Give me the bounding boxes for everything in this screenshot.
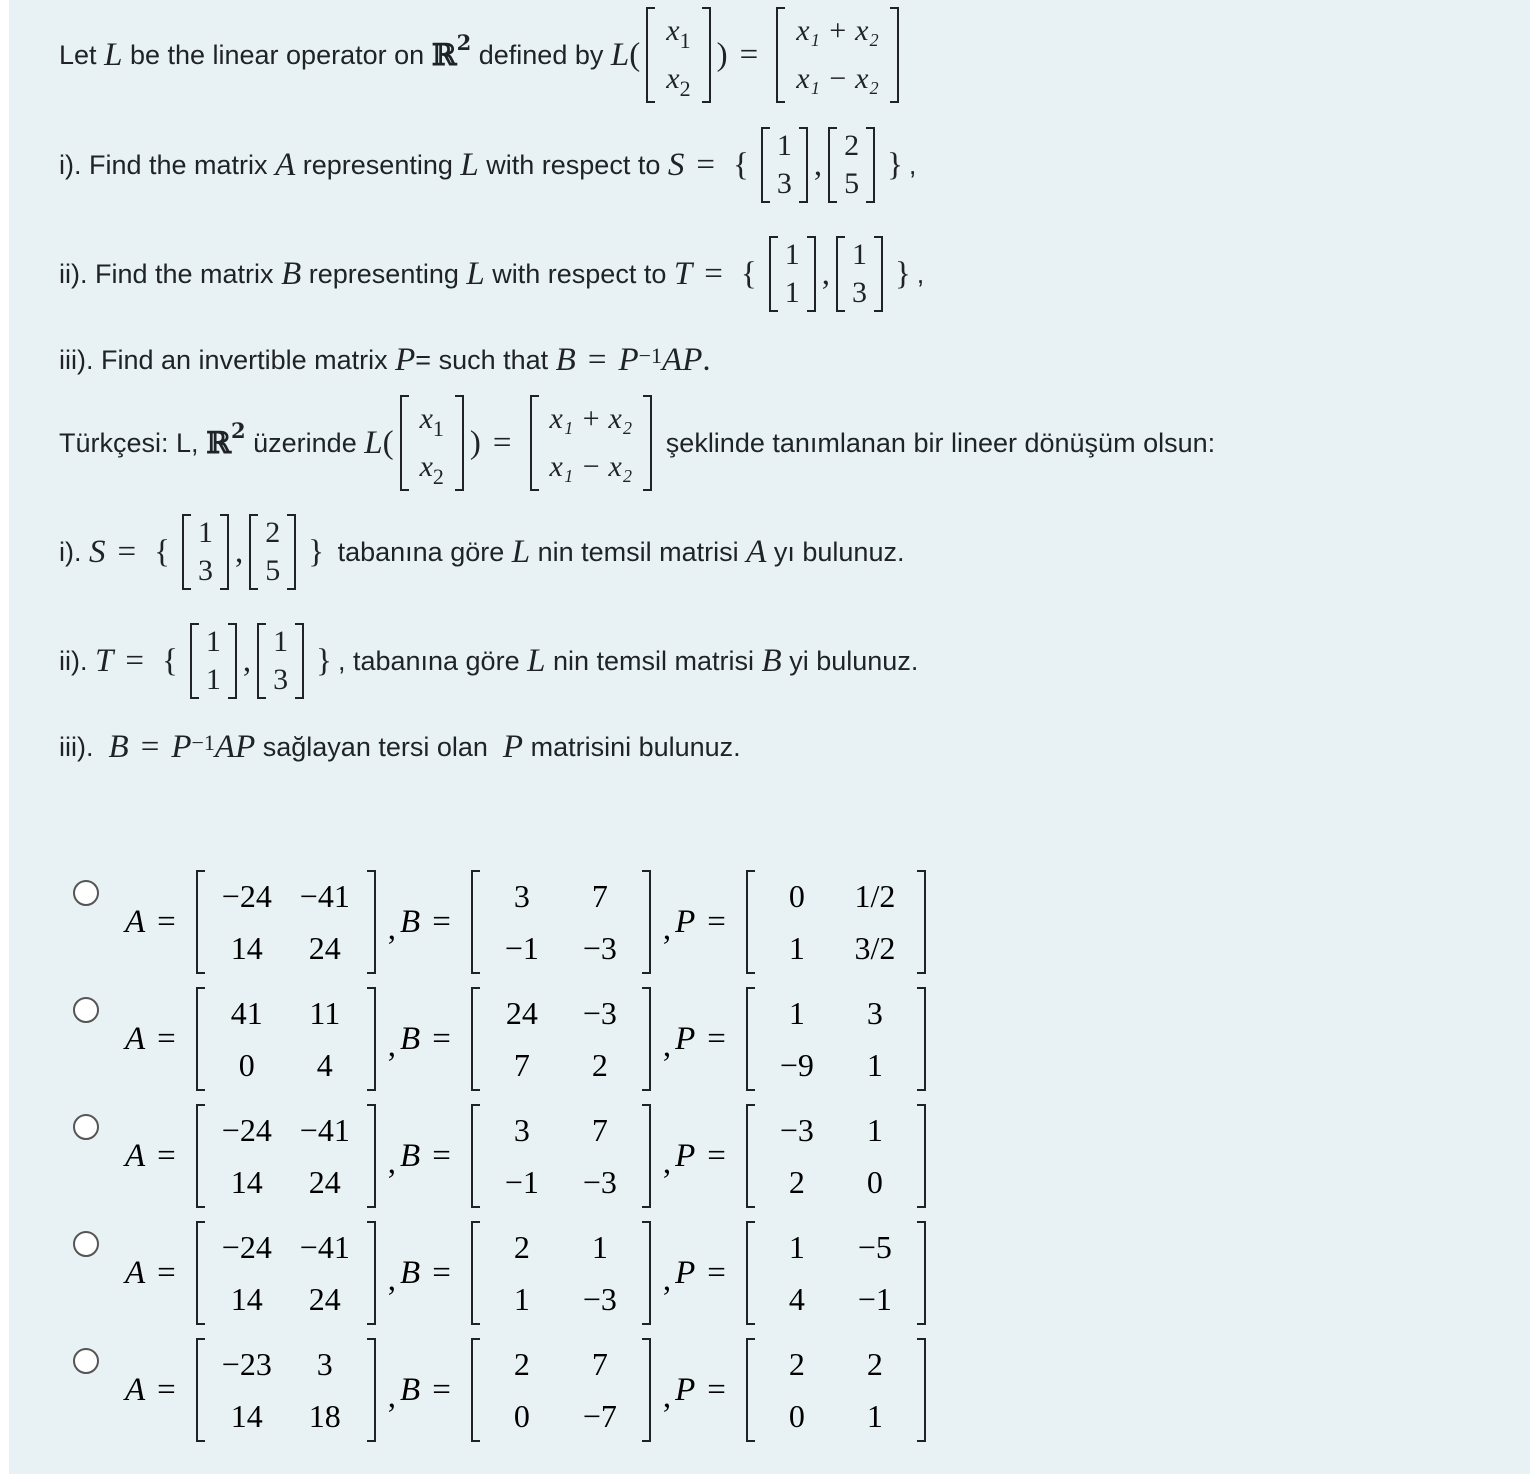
matrix-a: 41 0 11 4 [196, 987, 376, 1091]
matrix-a: −24 14 −41 24 [196, 1104, 376, 1208]
question-part2-en: ii). Find the matrix B representing L with respect to T = { 1 1 , 1 3 } , [59, 219, 924, 329]
question-part2-tr: ii). T = { 1 1 , 1 3 } , tabanına göre L nin temsil matrisi B yi bulunuz. [59, 606, 918, 716]
text: be the linear operator on [129, 39, 425, 70]
basis-vector-s2: 2 5 [828, 127, 875, 203]
matrix-b: 2 0 7 −7 [471, 1338, 651, 1442]
matrix-label: A [125, 1371, 146, 1408]
matrix-label: B [400, 903, 421, 940]
matrix-label: P [675, 903, 696, 940]
basis-vector-t2: 1 3 [836, 236, 883, 312]
question-intro-en: Let L be the linear operator on ℝ$^2$ defined by L ( $x_1$ $x_2$ ) = x₁ + x₂ x₁ − x₂ [59, 0, 905, 110]
matrix-label: P [675, 1137, 696, 1174]
radio-button[interactable] [73, 1348, 99, 1374]
question-part1-en: i). Find the matrix A representing L with respect to S = { 1 3 , 2 5 } , [59, 110, 916, 220]
question-part3-en: iii). Find an invertible matrix P = such that B = P $^{-1}$ AP . [59, 341, 711, 378]
radio-button[interactable] [73, 997, 99, 1023]
basis-vector-s1: 1 3 [761, 127, 808, 203]
question-intro-tr: Türkçesi: L, ℝ$^2$ üzerinde L ( $x_1$ $x_2$ ) = x₁ + x₂ x₁ − x₂ şeklinde tanımlanan bir lineer dönüşüm olsun: [59, 388, 1215, 498]
radio-button[interactable] [73, 880, 99, 906]
input-vector: $x_1$ $x_2$ [646, 7, 710, 103]
operator-symbol: L [104, 36, 123, 73]
radio-button[interactable] [73, 1114, 99, 1140]
matrix-label: B [400, 1020, 421, 1057]
matrix-b: 24 7 −3 2 [471, 987, 651, 1091]
operator-symbol: L [610, 36, 630, 73]
matrix-a: −24 14 −41 24 [196, 1221, 376, 1325]
radio-button[interactable] [73, 1231, 99, 1257]
matrix-label: A [125, 1254, 146, 1291]
matrix-p: 1 4 −5 −1 [746, 1221, 926, 1325]
matrix-a: −23 14 3 18 [196, 1338, 376, 1442]
matrix-label: B [400, 1137, 421, 1174]
question-card: Let L be the linear operator on ℝ$^2$ defined by L ( $x_1$ $x_2$ ) = x₁ + x₂ x₁ − x₂ i). Find the matrix A representing L with respect to S = { 1 3 , 2 5 } , ii). Find the matrix B representing L with respect to T = { 1 1 , 1 3 } , iii). Find an invertible matrix P = such that B = P $^{-1}$ AP . Türkçesi: L, ℝ$^2$ üzerinde L ( $x_1$ $x_2$ ) = x₁ + x₂ x₁ − x₂ şeklinde tanımlanan bir lineer dönüşüm olsun: i). S = { 1 3 , 2 5 } tabanına göre L nin temsil matrisi A yı bulunuz. ii). T = { 1 1 , 1 3 } , tabanına göre L nin temsil matrisi B yi bulunuz. iii). B = P $^{-1}$ AP sağlayan tersi olan P matrisini bulunuz. A = −24 14 −41 24 , B = 3 −1 7 −3 , P = 0 1 1/2 3/2 A = 41 0 11 4 , B = 24 7 −3 2 , P = 1 −9 3 1 A = −24 14 −41 24 , B = 3 −1 7 −3 , P = −3 2 1 0 A = −24 14 −41 24 , B = 2 1 1 −3 , P = 1 4 −5 −1 A = −23 14 3 18 , B = 2 0 7 −7 , P = 2 0 2 1 [9, 0, 1530, 1474]
matrix-a: −24 14 −41 24 [196, 870, 376, 974]
matrix-p: 2 0 2 1 [746, 1338, 926, 1442]
matrix-b: 3 −1 7 −3 [471, 1104, 651, 1208]
text: Let [59, 39, 97, 70]
matrix-b: 3 −1 7 −3 [471, 870, 651, 974]
equals-sign: = [739, 36, 759, 73]
basis-vector-t1: 1 1 [769, 236, 816, 312]
matrix-p: 1 −9 3 1 [746, 987, 926, 1091]
matrix-label: A [125, 1137, 146, 1174]
matrix-p: −3 2 1 0 [746, 1104, 926, 1208]
question-part3-tr: iii). B = P $^{-1}$ AP sağlayan tersi olan P matrisini bulunuz. [59, 728, 741, 765]
matrix-label: P [675, 1371, 696, 1408]
matrix-p: 0 1 1/2 3/2 [746, 870, 926, 974]
matrix-label: B [400, 1371, 421, 1408]
real-space-symbol: ℝ$^2$ [431, 29, 472, 73]
matrix-label: A [125, 1020, 146, 1057]
matrix-label: P [675, 1254, 696, 1291]
output-vector: x₁ + x₂ x₁ − x₂ [776, 7, 899, 103]
question-part1-tr: i). S = { 1 3 , 2 5 } tabanına göre L nin temsil matrisi A yı bulunuz. [59, 497, 904, 607]
matrix-label: A [125, 903, 146, 940]
matrix-label: B [400, 1254, 421, 1291]
matrix-b: 2 1 1 −3 [471, 1221, 651, 1325]
text: defined by [478, 39, 604, 70]
matrix-label: P [675, 1020, 696, 1057]
